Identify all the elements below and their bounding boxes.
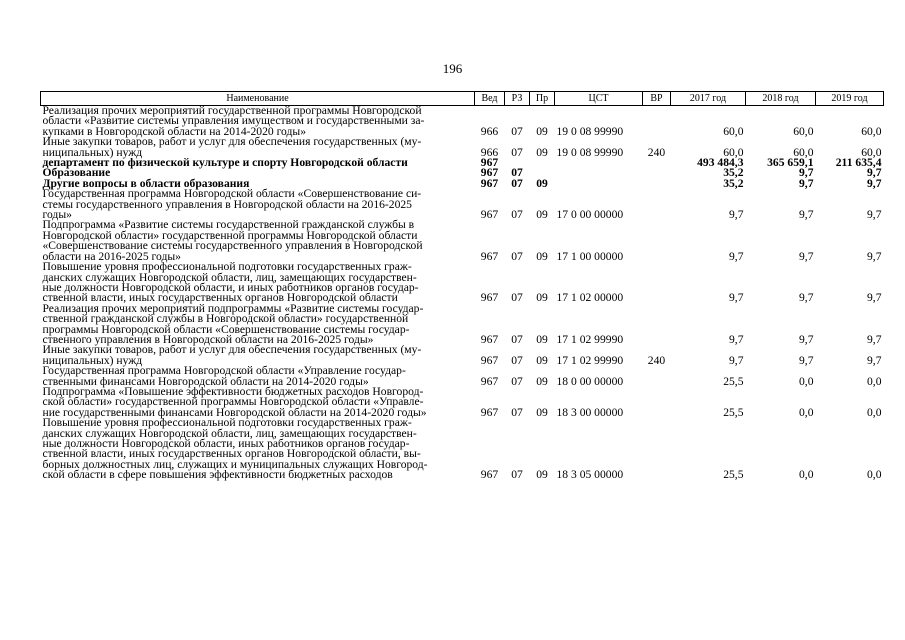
cell-2018: 9,7	[799, 291, 814, 305]
header-rz: РЗ	[505, 92, 530, 106]
cell-rz: 07	[511, 208, 523, 222]
cell-name: Иные закупки товаров, работ и услуг для обеспечения государственных (му- ниципальных) нужд	[42, 135, 422, 159]
cell-vr	[643, 168, 671, 178]
cell-2018: 60,0	[793, 145, 814, 159]
cell-cst	[555, 179, 643, 189]
header-2019: 2019 год	[816, 92, 884, 106]
table-row	[41, 262, 884, 304]
header-2018: 2018 год	[746, 92, 816, 106]
cell-rz: 07	[511, 332, 523, 346]
cell-vr	[643, 387, 671, 418]
cell-pr: 09	[536, 176, 548, 190]
cell-rz: 07	[511, 468, 523, 482]
cell-2017: 25,5	[723, 374, 744, 388]
cell-vr	[643, 418, 671, 480]
cell-2019: 0,0	[867, 374, 882, 388]
cell-ved: 967	[480, 208, 499, 222]
cell-name: Подпрограмма «Повышение эффективности бюджетных расходов Новгород- ской области» государственной программы Новгородской области «Управле- ние государственными финансами Новгородской области на 2014-2020 годы»	[42, 384, 427, 419]
cell-rz: 07	[511, 353, 523, 367]
cell-name: Повышение уровня профессиональной подготовки государственных граж- данских служащих Новгородской области, лиц, замещающих государствен- ные должности Новгородской области, иных работников органов государ- ственной власти, иных государственных органов Новгородской области, вы- борных должностных лиц, служащих и муниципальных служащих Новгород- ской области в сфере повышения эффективности бюджетных расходов	[42, 416, 428, 482]
cell-rz: 07	[511, 124, 523, 138]
cell-rz: 07	[511, 291, 523, 305]
cell-cst: 19 0 08 99990	[556, 145, 624, 159]
cell-ved: 967	[480, 156, 499, 170]
cell-rz: 07	[511, 249, 523, 263]
cell-2018: 9,7	[799, 249, 814, 263]
cell-pr: 09	[536, 291, 548, 305]
cell-name: Повышение уровня профессиональной подготовки государственных граж- данских служащих Новгородской области, лиц, замещающих государствен- ные должности Новгородской области, и иных работников органов государ- ственной власти, иных государственных органов Новгородской области	[42, 260, 419, 305]
cell-vr	[643, 189, 671, 220]
cell-rz: 07	[511, 374, 523, 388]
cell-vr: 240	[647, 145, 666, 159]
cell-2018: 9,7	[799, 332, 814, 346]
cell-2019: 9,7	[867, 166, 882, 180]
budget-table	[40, 91, 884, 481]
cell-2018: 9,7	[799, 208, 814, 222]
cell-vr	[643, 106, 671, 138]
cell-2019: 211 635,4	[835, 156, 882, 170]
header-ved: Вед	[475, 92, 505, 106]
page-number: 196	[442, 61, 463, 76]
cell-cst	[555, 158, 643, 168]
table-row	[41, 189, 884, 220]
cell-cst: 19 0 08 99990	[556, 124, 624, 138]
cell-pr: 09	[536, 332, 548, 346]
cell-2017: 60,0	[723, 145, 744, 159]
cell-2017: 25,5	[723, 405, 744, 419]
table-row	[41, 418, 884, 480]
cell-ved: 967	[480, 249, 499, 263]
cell-2017: 9,7	[729, 208, 744, 222]
cell-vr	[643, 262, 671, 304]
cell-name: департамент по физической культуре и спорту Новгородской области	[42, 156, 408, 170]
cell-vr	[643, 179, 671, 189]
table-row	[41, 304, 884, 346]
cell-ved: 967	[480, 468, 499, 482]
cell-2018: 365 659,1	[767, 156, 814, 170]
cell-2018: 9,7	[799, 176, 814, 190]
cell-cst: 17 1 00 00000	[556, 249, 624, 263]
cell-2017: 9,7	[729, 249, 744, 263]
cell-vr: 240	[647, 353, 666, 367]
table-row	[41, 366, 884, 387]
cell-vr	[643, 220, 671, 262]
cell-pr: 09	[536, 208, 548, 222]
cell-cst: 17 1 02 99990	[556, 353, 624, 367]
cell-cst: 17 1 02 00000	[556, 291, 624, 305]
cell-2018: 0,0	[799, 468, 814, 482]
cell-2017: 35,2	[723, 176, 744, 190]
cell-name: Государственная программа Новгородской области «Управление государ- ственными финансами Новгородской области на 2014-2020 годы»	[42, 364, 406, 388]
header-vr: ВР	[643, 92, 671, 106]
cell-2019: 9,7	[867, 332, 882, 346]
table-row	[41, 106, 884, 138]
cell-rz: 07	[511, 405, 523, 419]
table-row	[41, 158, 884, 168]
cell-pr: 09	[536, 353, 548, 367]
cell-pr: 09	[536, 145, 548, 159]
cell-ved: 967	[480, 291, 499, 305]
cell-pr: 09	[536, 374, 548, 388]
cell-ved: 967	[480, 176, 499, 190]
cell-2017: 35,2	[723, 166, 744, 180]
cell-2017: 9,7	[729, 291, 744, 305]
cell-ved: 967	[480, 166, 499, 180]
cell-2018: 60,0	[793, 124, 814, 138]
cell-2017: 60,0	[723, 124, 744, 138]
cell-2018: 9,7	[799, 353, 814, 367]
cell-2017: 493 484,3	[697, 156, 744, 170]
cell-2017: 25,5	[723, 468, 744, 482]
cell-vr	[643, 304, 671, 346]
cell-cst: 17 1 02 99990	[556, 332, 624, 346]
cell-name: Подпрограмма «Развитие системы государственной гражданской службы в Новгородской области» государственной программы Новгородской области «Совершенствование системы государственного управления в Новгородской области на 2016-2025 годы»	[42, 218, 423, 263]
cell-name: Реализация прочих мероприятий государственной программы Новгородской области «Развитие системы управления имуществом и государственными за- купками в Новгородской области на 2014-2020 годы»	[42, 104, 425, 138]
cell-2019: 9,7	[867, 291, 882, 305]
cell-2017: 9,7	[729, 332, 744, 346]
cell-vr	[643, 158, 671, 168]
cell-2019: 60,0	[861, 145, 882, 159]
cell-ved: 967	[480, 353, 499, 367]
cell-2019: 60,0	[861, 124, 882, 138]
cell-2019: 9,7	[867, 353, 882, 367]
cell-ved: 967	[480, 374, 499, 388]
table-row	[41, 137, 884, 158]
header-name: Наименование	[41, 92, 475, 106]
cell-2019: 9,7	[867, 249, 882, 263]
cell-name: Иные закупки товаров, работ и услуг для обеспечения государственных (му- ниципальных) нужд	[42, 343, 422, 367]
cell-2018: 0,0	[799, 374, 814, 388]
cell-rz: 07	[511, 166, 523, 180]
cell-ved: 967	[480, 405, 499, 419]
cell-cst: 17 0 00 00000	[556, 208, 624, 222]
cell-cst: 18 0 00 00000	[556, 374, 624, 388]
table-row	[41, 220, 884, 262]
cell-ved: 966	[480, 145, 499, 159]
cell-name: Образование	[42, 166, 111, 180]
cell-vr	[643, 366, 671, 387]
cell-pr	[530, 158, 555, 168]
cell-rz: 07	[511, 145, 523, 159]
cell-ved: 966	[480, 124, 499, 138]
cell-2018: 9,7	[799, 166, 814, 180]
header-pr: Пр	[530, 92, 555, 106]
table-row	[41, 345, 884, 366]
cell-2017: 9,7	[729, 353, 744, 367]
cell-pr: 09	[536, 468, 548, 482]
cell-2019: 9,7	[867, 208, 882, 222]
cell-pr: 09	[536, 124, 548, 138]
cell-2018: 0,0	[799, 405, 814, 419]
cell-name: Государственная программа Новгородской области «Совершенствование си- стемы государственного управления в Новгородской области на 2016-2025 годы»	[42, 187, 422, 222]
cell-2019: 0,0	[867, 468, 882, 482]
cell-rz: 07	[511, 176, 523, 190]
cell-cst: 18 3 05 00000	[556, 468, 624, 482]
cell-2019: 0,0	[867, 405, 882, 419]
cell-2019: 9,7	[867, 176, 882, 190]
cell-cst: 18 3 00 00000	[556, 405, 624, 419]
table-body	[41, 106, 884, 481]
header-cst: ЦСТ	[555, 92, 643, 106]
table-row	[41, 387, 884, 418]
cell-pr: 09	[536, 249, 548, 263]
cell-name: Другие вопросы в области образования	[42, 176, 250, 190]
cell-cst	[555, 168, 643, 178]
cell-name: Реализация прочих мероприятий подпрограммы «Развитие системы государ- ственной гражданской службы в Новгородской области» государственной программы Новгородской области «Совершенствование системы государ- ственного управления в Новгородской области на 2016-2025 годы»	[42, 301, 424, 346]
cell-pr: 09	[536, 405, 548, 419]
header-2017: 2017 год	[671, 92, 746, 106]
cell-ved: 967	[480, 332, 499, 346]
